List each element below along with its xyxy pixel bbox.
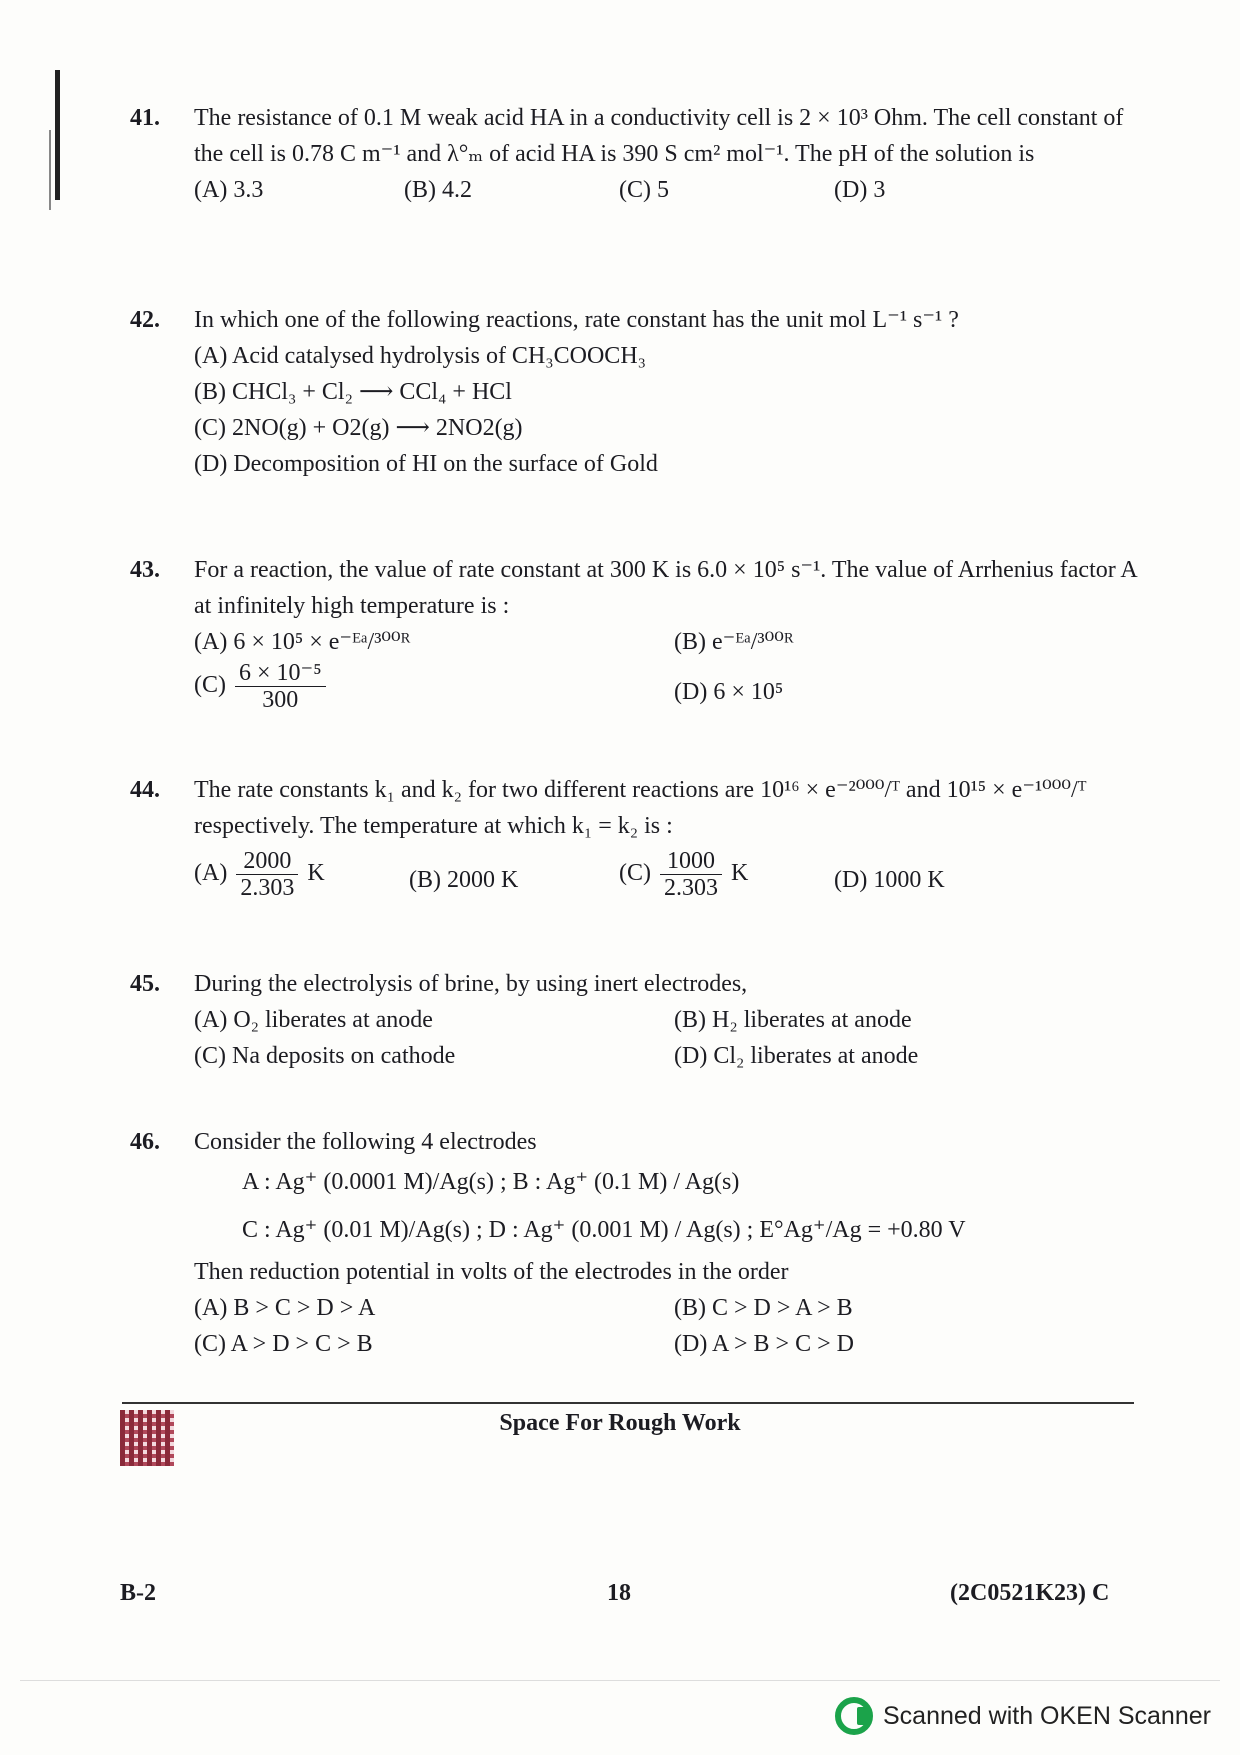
question-number: 43. xyxy=(130,557,160,583)
unit: K xyxy=(307,860,325,887)
footer-right: (2C0521K23) C xyxy=(950,1580,1110,1606)
fraction xyxy=(660,848,722,901)
question-41 xyxy=(130,100,1140,208)
options-row xyxy=(194,1002,1140,1038)
option-a: (A) 6 × 10⁵ × e⁻ᴱᵃ/³⁰⁰ᴿ xyxy=(194,629,411,655)
fraction xyxy=(236,848,298,901)
option-b: (B) 4.2 xyxy=(404,177,472,203)
option-c: (C) 2NO(g) + O2(g) ⟶ 2NO2(g) xyxy=(194,415,523,441)
option-d: (D) 3 xyxy=(834,177,886,203)
options-row xyxy=(194,660,1140,720)
numerator: 1000 xyxy=(660,848,722,875)
option-d: (D) 6 × 10⁵ xyxy=(674,679,784,705)
option-d: (D) A > B > C > D xyxy=(674,1331,854,1357)
option-b: (B) e⁻ᴱᵃ/³⁰⁰ᴿ xyxy=(674,629,794,655)
fraction xyxy=(235,660,326,713)
question-number: 41. xyxy=(130,105,160,131)
denominator: 2.303 xyxy=(664,875,718,901)
option-b: (B) H₂ liberates at anode xyxy=(674,1007,912,1033)
option-b: (B) C > D > A > B xyxy=(674,1295,853,1321)
scanner-text: Scanned with OKEN Scanner xyxy=(883,1701,1211,1730)
question-43 xyxy=(130,552,1140,720)
scan-edge xyxy=(20,1680,1220,1681)
question-42 xyxy=(130,302,1140,482)
option-label: (C) xyxy=(194,672,226,699)
options-row xyxy=(194,848,1140,910)
denominator: 300 xyxy=(262,687,299,713)
question-number: 42. xyxy=(130,307,160,333)
option-label: (A) xyxy=(194,860,228,887)
option-c: (C) A > D > C > B xyxy=(194,1331,373,1357)
question-46 xyxy=(130,1124,1140,1362)
option-b: (B) CHCl₃ + Cl₂ ⟶ CCl₄ + HCl xyxy=(194,379,512,405)
question-text: During the electrolysis of brine, by using inert electrodes, xyxy=(194,971,748,997)
question-text: The rate constants k₁ and k₂ for two different reactions are 10¹⁶ × e⁻²⁰⁰⁰/ᵀ and 10¹⁵ × e⁻¹⁰⁰⁰/ᵀ respectively. The temperature at which k₁ = k₂ is : xyxy=(194,777,1087,839)
option-a xyxy=(194,848,325,901)
question-text: In which one of the following reactions, rate constant has the unit mol L⁻¹ s⁻¹ ? xyxy=(194,307,959,333)
rough-work-label: Space For Rough Work xyxy=(499,1410,741,1436)
option-a: (A) Acid catalysed hydrolysis of CH₃COOCH₃ xyxy=(194,343,647,369)
unit: K xyxy=(731,860,749,887)
question-text-2: Then reduction potential in volts of the electrodes in the order xyxy=(194,1259,789,1285)
question-text: The resistance of 0.1 M weak acid HA in a conductivity cell is 2 × 10³ Ohm. The cell constant of the cell is 0.78 C m⁻¹ and λ°ₘ of acid HA is 390 S cm² mol⁻¹. The pH of the solution is xyxy=(194,105,1124,167)
option-label: (C) xyxy=(619,860,651,887)
margin-mark xyxy=(55,70,60,200)
options-row xyxy=(194,1290,1140,1326)
options-row xyxy=(194,1326,1140,1362)
option-c: (C) Na deposits on cathode xyxy=(194,1043,456,1069)
option-c xyxy=(619,848,748,901)
option-d: (D) Decomposition of HI on the surface of Gold xyxy=(194,451,658,477)
electrode-line-2: C : Ag⁺ (0.01 M)/Ag(s) ; D : Ag⁺ (0.001 M) / Ag(s) ; E°Ag⁺/Ag = +0.80 V xyxy=(242,1217,966,1243)
margin-mark-faint xyxy=(49,130,51,210)
option-c: (C) 5 xyxy=(619,177,669,203)
option-c xyxy=(194,660,329,713)
footer-left: B-2 xyxy=(120,1580,156,1606)
oken-logo-icon xyxy=(835,1697,873,1735)
divider xyxy=(122,1402,1134,1404)
options-row xyxy=(194,172,1140,208)
question-number: 46. xyxy=(130,1129,160,1155)
options-row xyxy=(194,1038,1140,1074)
numerator: 6 × 10⁻⁵ xyxy=(235,660,326,687)
option-a: (A) 3.3 xyxy=(194,177,264,203)
question-number: 44. xyxy=(130,777,160,803)
electrode-line-1: A : Ag⁺ (0.0001 M)/Ag(s) ; B : Ag⁺ (0.1 M) / Ag(s) xyxy=(242,1169,740,1195)
question-text: Consider the following 4 electrodes xyxy=(194,1129,537,1155)
options-row xyxy=(194,624,1140,660)
question-44 xyxy=(130,772,1140,910)
denominator: 2.303 xyxy=(240,875,295,901)
option-a: (A) O₂ liberates at anode xyxy=(194,1007,433,1033)
question-text: For a reaction, the value of rate constant at 300 K is 6.0 × 10⁵ s⁻¹. The value of Arrhenius factor A at infinitely high temperature is : xyxy=(194,557,1137,619)
question-number: 45. xyxy=(130,971,160,997)
footer-page-number: 18 xyxy=(607,1580,631,1606)
question-45 xyxy=(130,966,1140,1074)
option-d: (D) 1000 K xyxy=(834,867,945,893)
scanner-watermark xyxy=(835,1697,1211,1735)
option-d: (D) Cl₂ liberates at anode xyxy=(674,1043,919,1069)
option-b: (B) 2000 K xyxy=(409,867,519,893)
numerator: 2000 xyxy=(236,848,298,875)
option-a: (A) B > C > D > A xyxy=(194,1295,376,1321)
